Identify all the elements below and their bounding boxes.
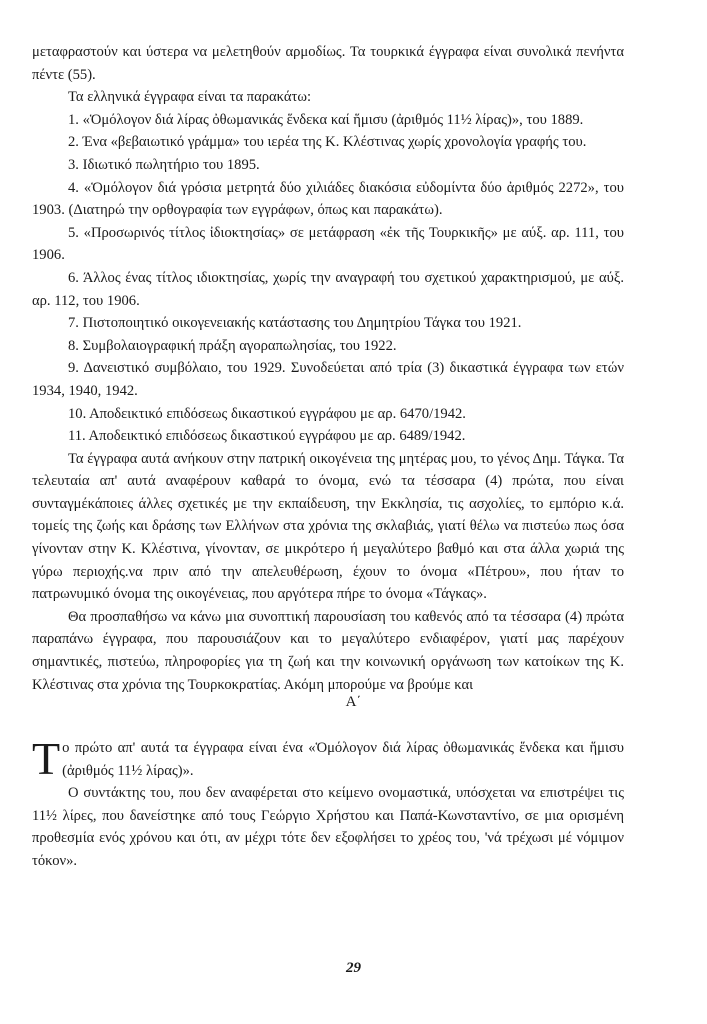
paragraph-presentation: Θα προσπαθήσω να κάνω μια συνοπτική παρουσίαση του καθενός από τα τέσσαρα (4) πρώτα παραπάνω έγγραφα, που παρουσιάζουν και το μεγαλύτερο ενδιαφέρον, γιατί μας παρέχουν σημαντικές, πιστεύω, πληροφορίες για τη ζωή και την κοινωνική οργάνωση των κατοίκων της Κ. Κλέστινας στα χρόνια της Τουρκοκρατίας. Ακόμη μπορούμε να βρούμε και	[32, 608, 624, 693]
list-item-9: 9. Δανειστικό συμβόλαιο, του 1929. Συνοδεύεται από τρία (3) δικαστικά έγγραφα των ετών 1934, 1940, 1942.	[32, 360, 624, 399]
section-paragraph-second: Ο συντάκτης του, που δεν αναφέρεται στο κείμενο ονομαστικά, υπόσχεται να επιστρέψει τις 11½ λίρες, που δανείστηκε από τους Γεώργιο Χρήστου και Παπά-Κωνσταντίνο, σε μια ορισμένη προθεσμία ενός χρόνου και ότι, αν μέχρι τότε δεν εξοφλήσει το χρέος του, 'νά τρέχωσι μέ νόμιμον τόκον».	[32, 785, 624, 869]
body-text-section	[32, 733, 624, 873]
section-paragraph-first	[32, 733, 624, 784]
body-text-top	[32, 41, 624, 696]
section-paragraph-first-text: ο πρώτο απ' αυτά τα έγγραφα είναι ένα «Ὁμόλογον διά λίρας ὀθωμανικάς ἕνδεκα και ἥμισυ (ἀριθμός 11½ λίρας)».	[62, 740, 624, 779]
list-item-11: 11. Αποδεικτικό επιδόσεως δικαστικού εγγράφου με αρ. 6489/1942.	[68, 428, 466, 445]
list-item-3: 3. Ιδιωτικό πωλητήριο του 1895.	[68, 156, 260, 173]
list-item-5: 5. «Προσωρινός τίτλος ἰδιοκτησίας» σε μετάφραση «ἐκ τῆς Τουρκικῆς» με αύξ. αρ. 111, του 1906.	[32, 224, 624, 264]
list-item-10: 10. Αποδεικτικό επιδόσεως δικαστικού εγγράφου με αρ. 6470/1942.	[68, 405, 466, 422]
list-item-8: 8. Συμβολαιογραφική πράξη αγοραπωλησίας, του 1922.	[68, 337, 397, 354]
paragraph-list-intro: Τα ελληνικά έγγραφα είναι τα παρακάτω:	[68, 89, 312, 106]
section-heading: Α΄	[345, 694, 362, 710]
list-item-2: 2. Ένα «βεβαιωτικό γράμμα» του ιερέα της Κ. Κλέστινας χωρίς χρονολογία γραφής του.	[68, 134, 587, 151]
page-number: 29	[346, 960, 361, 976]
list-item-1: 1. «Ὁμόλογον διά λίρας ὀθωμανικάς ἕνδεκα καί ἥμισυ (ἀριθμός 11½ λίρας)», του 1889.	[68, 111, 584, 128]
list-item-7: 7. Πιστοποιητικό οικογενειακής κατάστασης του Δημητρίου Τάγκα του 1921.	[68, 315, 522, 332]
paragraph-family-documents: Τα έγγραφα αυτά ανήκουν στην πατρική οικογένεια της μητέρας μου, το γένος Δημ. Τάγκα. Τα τελευταία απ' αυτά αναφέρουν καθαρά το όνομα, ενώ τα τέσσαρα (4) πρώτα, που είναι συνταγμέκάποιες άλλες σχετικές με την εκπαίδευση, την Εκκλησία, τις ασχολίες, το εμπόριο κ.ά. τομείς της ζωής και δράσης των Ελλήνων στα χρόνια της σκλαβιάς, γιατί θέλω να πιστεύω πως όσα γίνονταν στην Κ. Κλέστινα, γίνονταν, σε μικρότερο ή μεγαλύτερο βαθμό και στα άλλα χωριά της γύρω περιοχής.να πριν από την απελευθέρωση, έχουν το όνομα «Πέτρου», που ήταν το πατρωνυμικό όνομα της οικογένειας, που αργότερα πήρε το όνομα «Τάγκας».	[32, 450, 624, 603]
drop-cap: Τ	[32, 733, 61, 784]
paragraph-continuation: μεταφραστούν και ύστερα να μελετηθούν αρμοδίως. Τα τουρκικά έγγραφα είναι συνολικά πενήντα πέντε (55).	[32, 44, 624, 83]
list-item-4: 4. «Ὁμόλογον διά γρόσια μετρητά δύο χιλιάδες διακόσια εὐδομίντα δύο ἀριθμός 2272», του 1903. (Διατηρώ την ορθογραφία των εγγράφων, όπως και παρακάτω).	[32, 179, 624, 219]
list-item-6: 6. Άλλος ένας τίτλος ιδιοκτησίας, χωρίς την αναγραφή του σχετικού χαρακτηρισμού, με αύξ. αρ. 112, του 1906.	[32, 269, 624, 309]
